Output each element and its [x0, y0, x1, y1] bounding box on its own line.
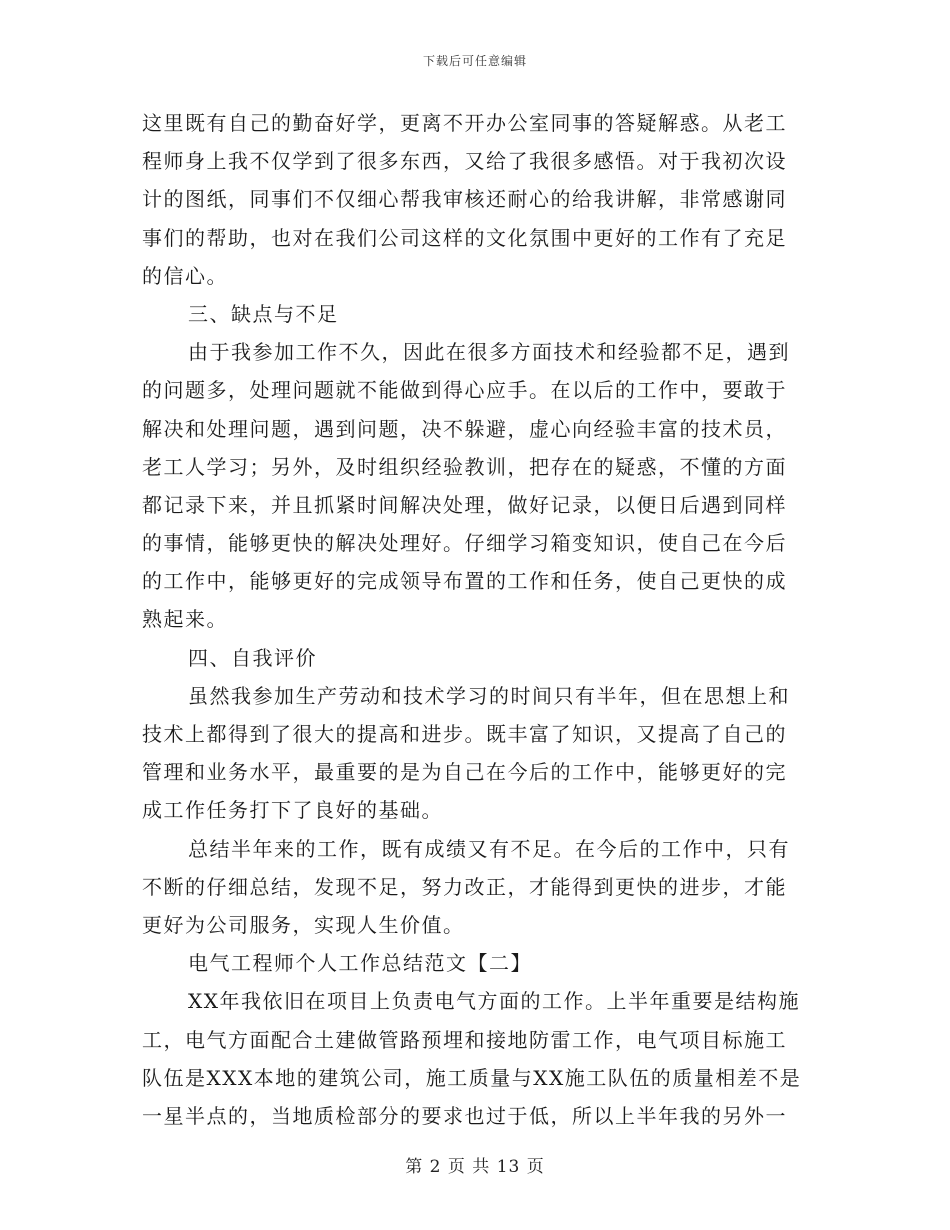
- text-line: 管理和业务水平，最重要的是为自己在今后的工作中，能够更好的完: [142, 760, 787, 785]
- text-line: 成工作任务打下了良好的基础。: [142, 798, 443, 823]
- text-line: 的问题多，处理问题就不能做到得心应手。在以后的工作中，要敢于: [142, 378, 787, 403]
- text-line: 熟起来。: [142, 607, 228, 632]
- text-line: 程师身上我不仅学到了很多东西，又给了我很多感悟。对于我初次设: [142, 149, 787, 174]
- text-line: XX年我依旧在项目上负责电气方面的工作。上半年重要是结构施: [188, 989, 800, 1014]
- text-line: 这里既有自己的勤奋好学，更离不开办公室同事的答疑解惑。从老工: [142, 111, 787, 135]
- text-line: 由于我参加工作不久，因此在很多方面技术和经验都不足，遇到: [188, 340, 790, 365]
- text-line: 队伍是XXX本地的建筑公司，施工质量与XX施工队伍的质量相差不是: [142, 1065, 802, 1090]
- text-line: 事们的帮助，也对在我们公司这样的文化氛围中更好的工作有了充足: [142, 225, 787, 250]
- text-line: 不断的仔细总结，发现不足，努力改正，才能得到更快的进步，才能: [142, 874, 787, 899]
- page-number-footer: 第 2 页 共 13 页: [405, 1157, 545, 1177]
- text-line: 的信心。: [142, 263, 228, 288]
- page-header: 下载后可任意编辑: [422, 54, 527, 68]
- text-line: 工，电气方面配合土建做管路预埋和接地防雷工作，电气项目标施工: [142, 1027, 787, 1052]
- text-line: 电气工程师个人工作总结范文【二】: [188, 951, 532, 976]
- text-line: 更好为公司服务，实现人生价值。: [142, 912, 465, 937]
- text-line: 都记录下来，并且抓紧时间解决处理，做好记录，以便日后遇到同样: [142, 492, 787, 517]
- text-line: 的事情，能够更快的解决处理好。仔细学习箱变知识，使自己在今后: [142, 531, 787, 556]
- document-body: [142, 104, 804, 1135]
- text-line: 老工人学习；另外，及时组织经验教训，把存在的疑惑，不懂的方面: [142, 454, 787, 479]
- text-line: 虽然我参加生产劳动和技术学习的时间只有半年，但在思想上和: [188, 683, 790, 708]
- text-line: 三、缺点与不足: [188, 301, 339, 326]
- text-line: 一星半点的，当地质检部分的要求也过于低，所以上半年我的另外一: [142, 1103, 787, 1128]
- text-line: 四、自我评价: [188, 645, 317, 670]
- text-line: 解决和处理问题，遇到问题，决不躲避，虚心向经验丰富的技术员，: [142, 416, 787, 441]
- text-line: 技术上都得到了很大的提高和进步。既丰富了知识，又提高了自己的: [142, 722, 787, 746]
- text-line: 计的图纸，同事们不仅细心帮我审核还耐心的给我讲解，非常感谢同: [142, 187, 787, 212]
- text-line: 总结半年来的工作，既有成绩又有不足。在今后的工作中，只有: [188, 836, 790, 861]
- text-line: 的工作中，能够更好的完成领导布置的工作和任务，使自己更快的成: [142, 569, 787, 594]
